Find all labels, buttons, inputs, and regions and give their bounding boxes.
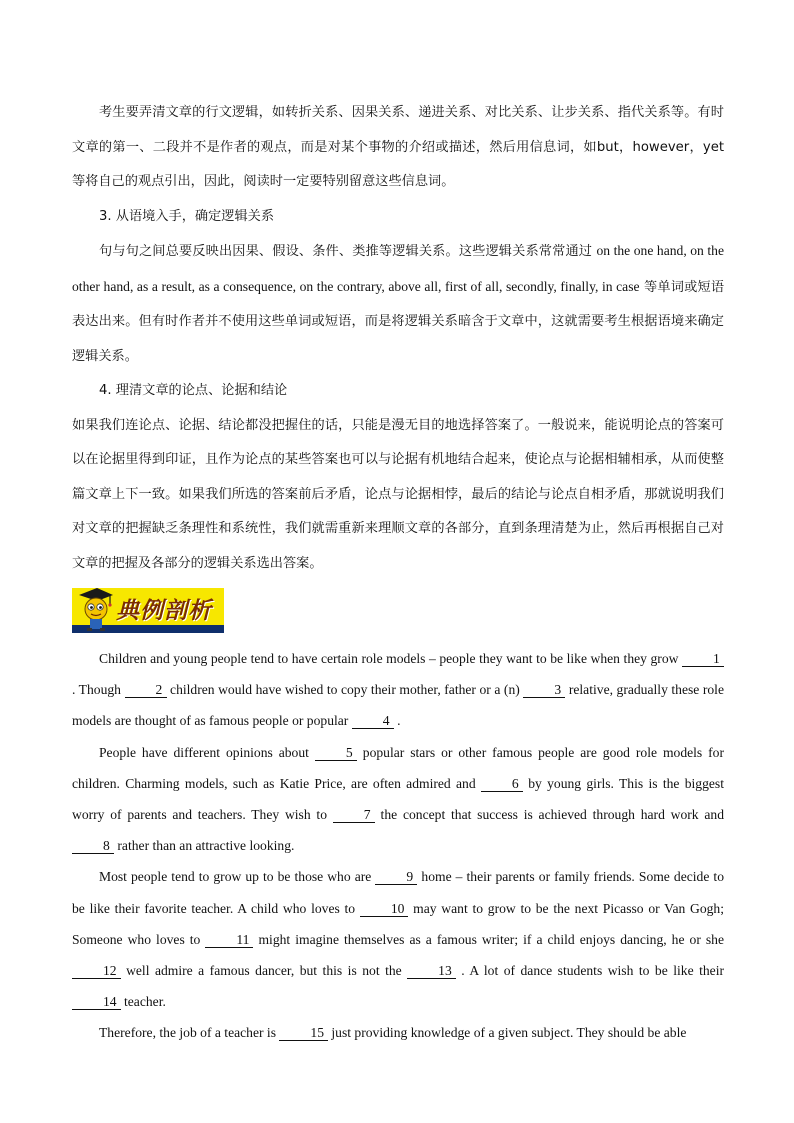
passage-text: just providing knowledge of a given subject. They should be able <box>328 1025 687 1041</box>
passage-paragraph-3 <box>72 861 724 1017</box>
blank-11: 11 <box>205 933 253 948</box>
heading-context-logic: 3. 从语境入手，确定逻辑关系 <box>99 208 275 224</box>
passage-paragraph-1 <box>72 643 724 737</box>
passage-text: . <box>393 713 401 729</box>
paragraph-context-logic <box>72 234 724 374</box>
passage-text: may want to grow to be the next Picasso or Van Gogh; Someone who loves to <box>72 900 724 947</box>
passage-text: . Though <box>72 682 125 698</box>
passage-text: the concept that success is achieved through hard work and <box>374 807 724 823</box>
blank-15: 15 <box>279 1026 328 1041</box>
connector-phrases: on the one hand, on the other hand, as a result, as a consequence, on the contrary, above all, first of all, secondly, finally, in case <box>72 243 724 294</box>
blank-1: 1 <box>682 652 724 667</box>
passage-text: Most people tend to grow up to be those who are <box>99 869 376 885</box>
passage-paragraph-2 <box>72 737 724 862</box>
banner-title: 典例剖析 <box>116 598 212 624</box>
blank-3: 3 <box>523 683 565 698</box>
passage-text: Therefore, the job of a teacher is <box>99 1025 280 1041</box>
paragraph-context-logic-part2: 等单词或短语表达出来。但有时作者并不使用这些单词或短语，而是将逻辑关系暗含于文章中，这就需要考生根据语境来确定逻辑关系。 <box>72 279 725 364</box>
graduate-mascot-icon <box>75 585 115 635</box>
passage-paragraph-4 <box>72 1017 724 1048</box>
blank-5: 5 <box>315 746 357 761</box>
blank-9: 9 <box>375 870 417 885</box>
passage-text: relative, gradually these role models are thought of as famous people or popular <box>72 682 724 729</box>
blank-12: 12 <box>72 964 121 979</box>
paragraph-context-logic-part1: 句与句之间总要反映出因果、假设、条件、类推等逻辑关系。这些逻辑关系常常通过 <box>99 244 593 259</box>
blank-10: 10 <box>360 902 409 917</box>
blank-14: 14 <box>72 995 121 1010</box>
passage-text: . A lot of dance students wish to be like their <box>455 963 724 979</box>
passage-text: People have different opinions about <box>99 744 315 760</box>
paragraph-argument-structure: 如果我们连论点、论据、结论都没把握住的话，只能是漫无目的地选择答案了。一般说来，能说明论点的答案可以在论据里得到印证，且作为论点的某些答案也可以与论据有机地结合起来，使论点与论据相辅相承，从而使整篇文章上下一致。如果我们所选的答案前后矛盾，论点与论据相悖，最后的结论与论点自相矛盾，那就说明我们对文章的把握缺乏条理性和系统性，我们就需重新来理顺文章的各部分，直到条理清楚为止，然后再根据自己对文章的把握及各部分的逻辑关系选出答案。 <box>72 417 724 571</box>
passage-text: teacher. <box>120 994 166 1010</box>
blank-4: 4 <box>352 714 394 729</box>
blank-13: 13 <box>407 964 456 979</box>
paragraph-logic-relations: 考生要弄清文章的行文逻辑，如转折关系、因果关系、递进关系、对比关系、让步关系、指代关系等。有时文章的第一、二段并不是作者的观点，而是对某个事物的介绍或描述，然后用信息词，如but，however，yet等将自己的观点引出，因此，阅读时一定要特别留意这些信息词。 <box>72 105 724 189</box>
passage-text: by young girls. This is the biggest worry of parents and teachers. They wish to <box>72 775 724 823</box>
passage-text: might imagine themselves as a famous writer; if a child enjoys dancing, he or she <box>253 931 724 947</box>
heading-argument-structure: 4. 理清文章的论点、论据和结论 <box>99 383 288 398</box>
passage-text: children would have wished to copy their mother, father or a (n) <box>166 682 524 698</box>
passage-text: rather than an attractive looking. <box>114 838 295 854</box>
passage-text: home – their parents or family friends. Some decide to be like their favorite teacher. A child who loves to <box>72 869 724 916</box>
blank-8: 8 <box>72 839 114 854</box>
blank-6: 6 <box>481 777 523 792</box>
passage-text: Children and young people tend to have certain role models – people they want to be like when they grow <box>99 651 682 666</box>
blank-2: 2 <box>125 683 167 698</box>
passage-text: popular stars or other famous people are good role models for children. Charming models, such as Katie Price, are often admired and <box>72 744 724 791</box>
example-analysis-banner <box>72 585 224 635</box>
document-page <box>72 96 724 1049</box>
blank-7: 7 <box>333 808 375 823</box>
passage-text: well admire a famous dancer, but this is not the <box>120 963 408 979</box>
